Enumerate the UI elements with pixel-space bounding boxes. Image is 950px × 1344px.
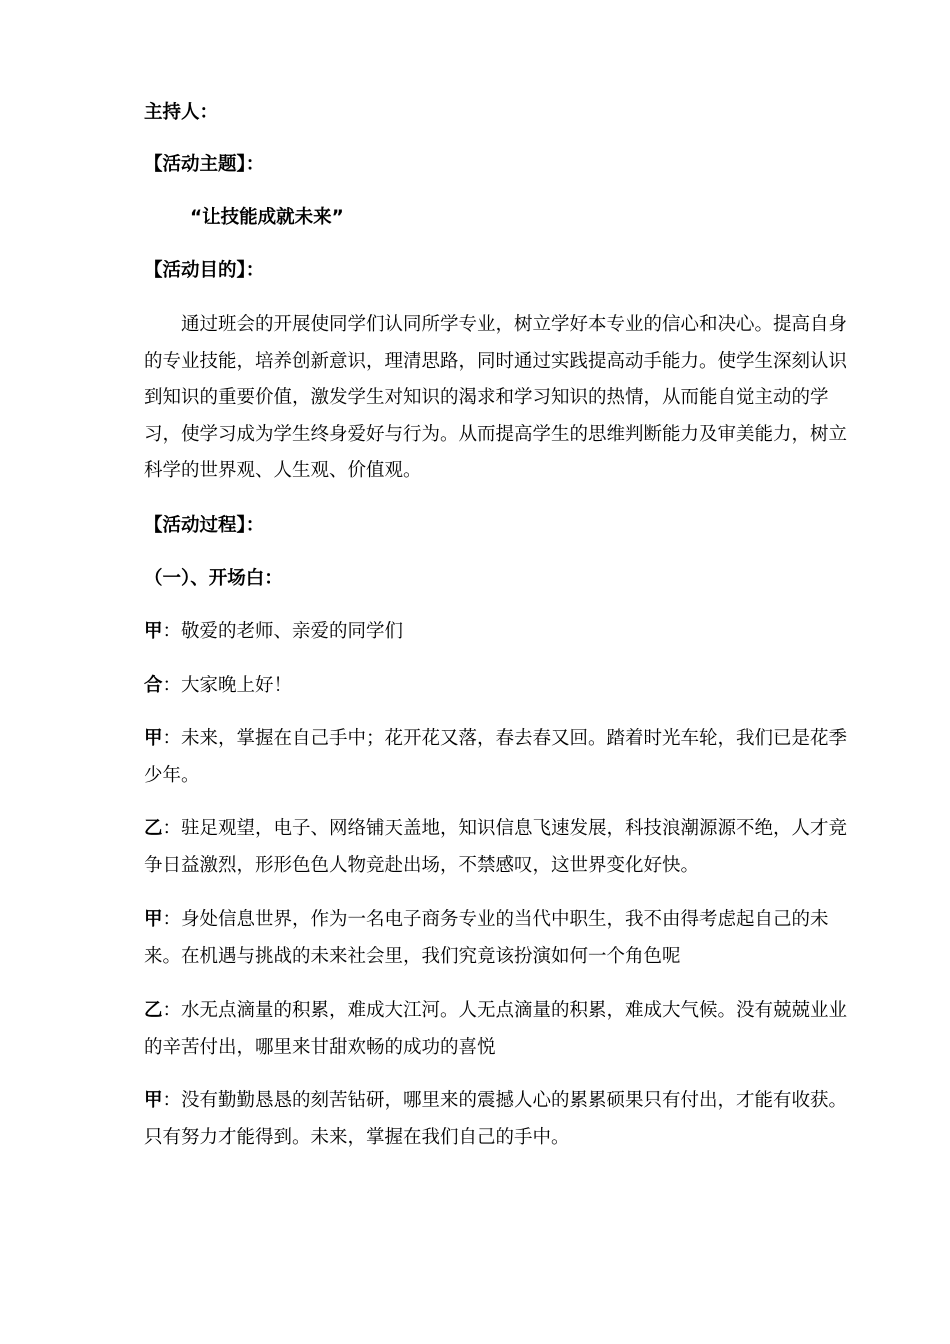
speaker-label: 合 [144,675,163,696]
dialogue-text: ：驻足观望，电子、网络铺天盖地，知识信息飞速发展，科技浪潮源源不绝，人才竞争日益激烈，形形色色人物竞赴出场，不禁感叹，这世界变化好快。 [144,818,848,876]
dialogue-line [144,993,859,1066]
theme-text: “让技能成就未来” [190,207,344,228]
dialogue-text: ：敬爱的老师、亲爱的同学们 [162,621,404,642]
section-opening-title: （一）、开场白： [144,568,283,589]
dialogue-text: ：没有勤勤恳恳的刻苦钻研，哪里来的震撼人心的累累硕果只有付出，才能有收获。只有努力才能得到。未来，掌握在我们自己的手中。 [144,1090,848,1148]
dialogue-text: ：未来，掌握在自己手中；花开花又落，春去春又回。踏着时光车轮，我们已是花季少年。 [144,728,848,786]
process-heading: 【活动过程】： [144,515,265,536]
speaker-label: 甲 [144,1090,163,1111]
dialogue-line [144,614,859,651]
dialogue-text: ：水无点滴量的积累，难成大江河。人无点滴量的积累，难成大气候。没有兢兢业业的辛苦付出，哪里来甘甜欢畅的成功的喜悦 [144,1000,848,1058]
dialogue-line [144,668,859,705]
purpose-paragraph: 通过班会的开展使同学们认同所学专业，树立学好本专业的信心和决心。提高自身的专业技能，培养创新意识，理清思路，同时通过实践提高动手能力。使学生深刻认识到知识的重要价值，激发学生对知识的渴求和学习知识的热情，从而能自觉主动的学习，使学习成为学生终身爱好与行为。从而提高学生的思维判断能力及审美能力，树立科学的世界观、人生观、价值观。 [144,314,848,481]
speaker-label: 甲 [144,621,163,642]
dialogue-line [144,1083,859,1156]
speaker-label: 甲 [144,909,163,930]
dialogue-text: ：大家晚上好！ [162,675,293,696]
host-label: 主持人： [144,102,219,123]
purpose-heading: 【活动目的】： [144,260,265,281]
theme-heading: 【活动主题】： [144,154,265,175]
speaker-label: 乙 [144,818,163,839]
dialogue-text: ：身处信息世界，作为一名电子商务专业的当代中职生，我不由得考虑起自己的未来。在机遇与挑战的未来社会里，我们究竟该扮演如何一个角色呢 [144,909,829,967]
dialogue-line [144,811,859,884]
speaker-label: 乙 [144,1000,163,1021]
speaker-label: 甲 [144,728,163,749]
dialogue-line [144,902,859,975]
dialogue-line [144,721,859,794]
